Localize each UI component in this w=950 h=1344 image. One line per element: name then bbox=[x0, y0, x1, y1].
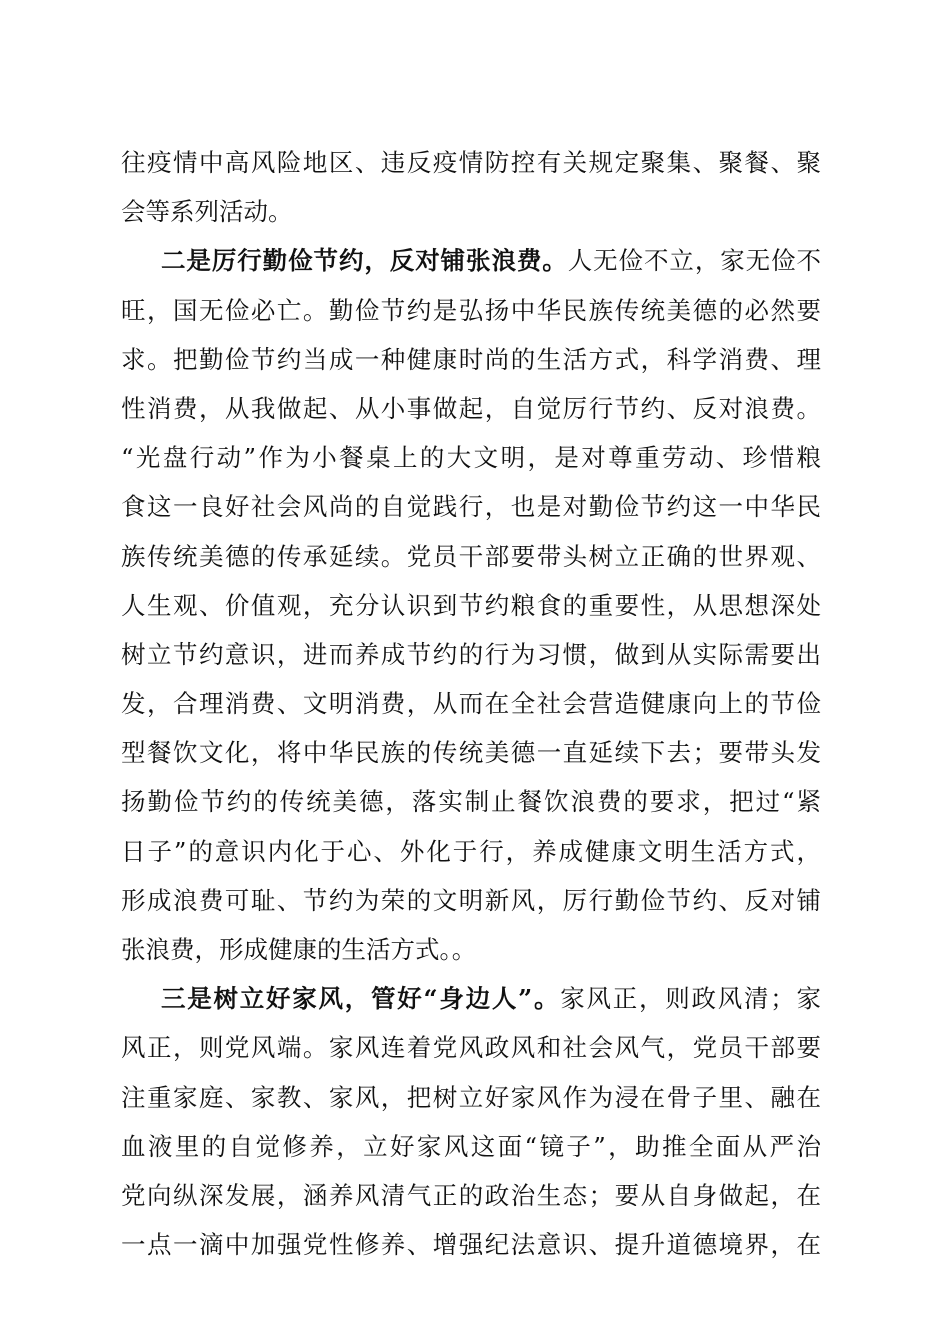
text-line: 一点一滴中加强党性修养、增强纪法意识、提升道德境界，在 bbox=[121, 1230, 821, 1260]
paragraph-heading: 二是厉行勤俭节约，反对铺张浪费。 bbox=[161, 246, 568, 276]
text-line: 风正，则党风端。家风连着党风政风和社会风气，党员干部要 bbox=[121, 1033, 821, 1063]
text-run: 人无俭不立，家无俭不 bbox=[567, 246, 821, 276]
text-line: 会等系列活动。 bbox=[121, 197, 293, 227]
text-line: 食这一良好社会风尚的自觉践行，也是对勤俭节约这一中华民 bbox=[121, 492, 821, 522]
text-line: 型餐饮文化，将中华民族的传统美德一直延续下去；要带头发 bbox=[121, 738, 821, 768]
text-line: 树立节约意识，进而养成节约的行为习惯，做到从实际需要出 bbox=[121, 639, 821, 669]
paragraph-1 bbox=[121, 138, 821, 236]
text-line: 求。把勤俭节约当成一种健康时尚的生活方式，科学消费、理 bbox=[121, 344, 821, 374]
paragraph-first-line bbox=[121, 236, 821, 285]
text-line: 党向纵深发展，涵养风清气正的政治生态；要从自身做起，在 bbox=[121, 1180, 821, 1210]
paragraph-first-line bbox=[121, 974, 821, 1023]
text-line: 张浪费，形成健康的生活方式。。 bbox=[121, 935, 477, 964]
text-line: “光盘行动”作为小餐桌上的大文明，是对尊重劳动、珍惜粮 bbox=[121, 443, 821, 473]
text-line: 扬勤俭节约的传统美德，落实制止餐饮浪费的要求，把过“紧 bbox=[121, 787, 821, 817]
text-line: 性消费，从我做起、从小事做起，自觉厉行节约、反对浪费。 bbox=[121, 393, 821, 423]
paragraph-3 bbox=[121, 974, 821, 1269]
text-line: 旺，国无俭必亡。勤俭节约是弘扬中华民族传统美德的必然要 bbox=[121, 295, 821, 325]
text-line: 注重家庭、家教、家风，把树立好家风作为浸在骨子里、融在 bbox=[121, 1082, 821, 1112]
text-line: 血液里的自觉修养，立好家风这面“镜子”，助推全面从严治 bbox=[121, 1131, 821, 1161]
text-line: 日子”的意识内化于心、外化于行，养成健康文明生活方式， bbox=[121, 836, 821, 866]
text-run: 家风正，则政风清；家 bbox=[560, 984, 821, 1014]
text-line: 族传统美德的传承延续。党员干部要带头树立正确的世界观、 bbox=[121, 541, 821, 571]
text-line: 人生观、价值观，充分认识到节约粮食的重要性，从思想深处 bbox=[121, 590, 821, 620]
paragraph-2 bbox=[121, 236, 821, 974]
paragraph-heading: 三是树立好家风，管好“身边人”。 bbox=[161, 984, 561, 1014]
document-body bbox=[121, 138, 821, 1269]
text-line: 往疫情中高风险地区、违反疫情防控有关规定聚集、聚餐、聚 bbox=[121, 148, 821, 177]
text-line: 形成浪费可耻、节约为荣的文明新风，厉行勤俭节约、反对铺 bbox=[121, 885, 821, 915]
text-line: 发，合理消费、文明消费，从而在全社会营造健康向上的节俭 bbox=[121, 689, 821, 719]
